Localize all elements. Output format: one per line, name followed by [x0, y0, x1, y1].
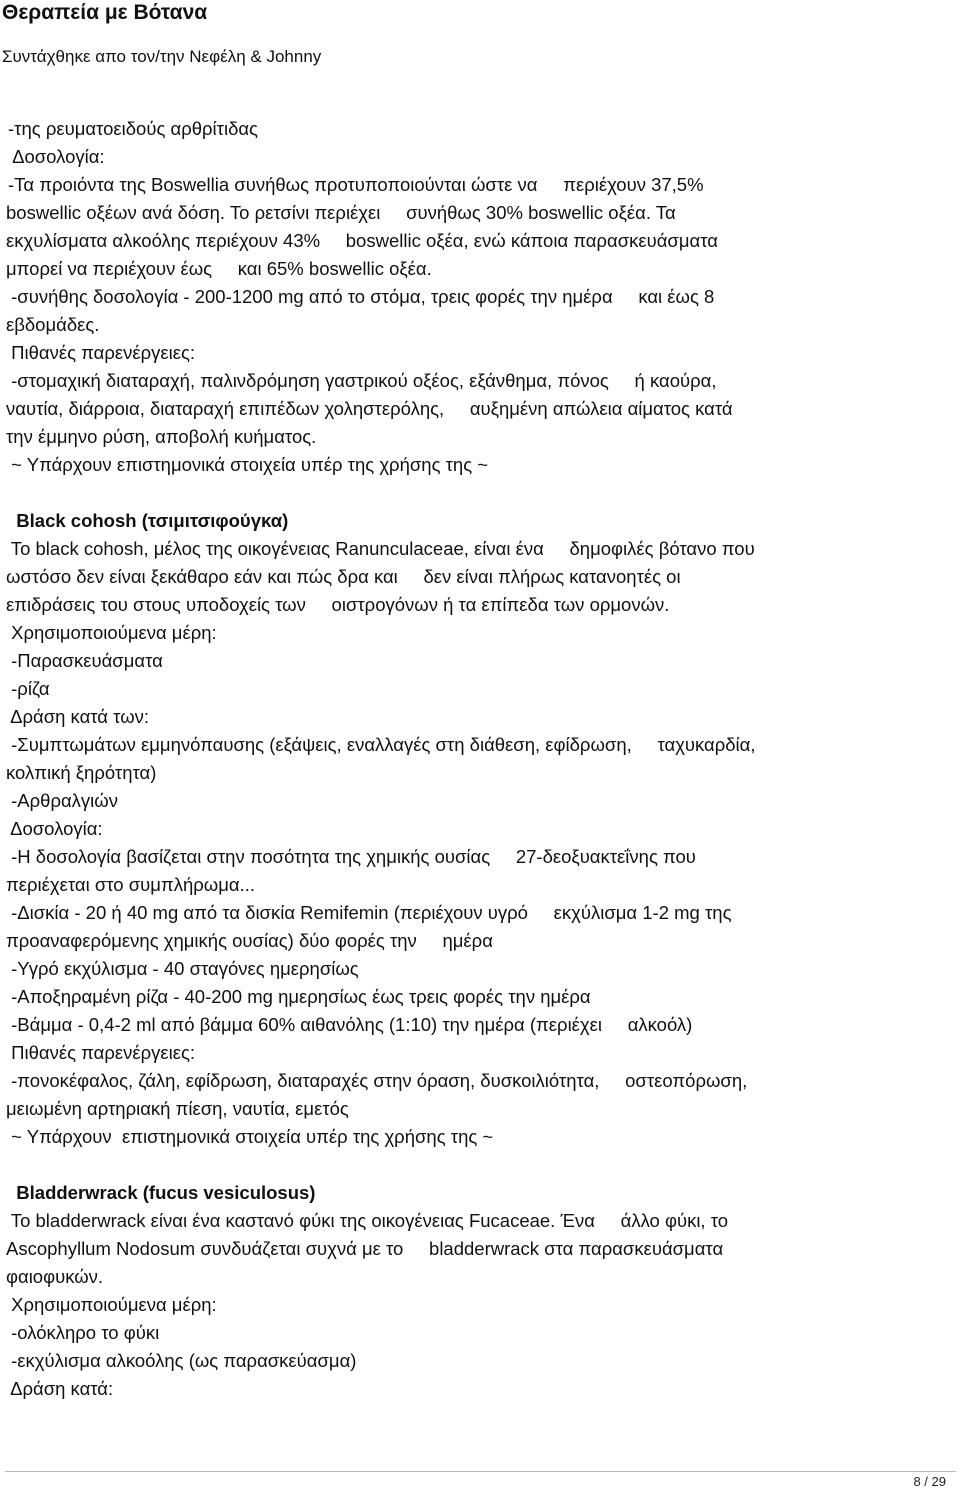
text-line: -Δισκία - 20 ή 40 mg από τα δισκία Remifemin (περιέχουν υγρό εκχύλισμα 1-2 mg της: [6, 902, 732, 923]
text-line: ωστόσο δεν είναι ξεκάθαρο εάν και πώς δρα και δεν είναι πλήρως κατανοητές οι: [6, 566, 681, 587]
text-line: Δράση κατά των:: [6, 706, 150, 727]
text-line: κολπική ξηρότητα): [6, 762, 157, 783]
text-line: φαιοφυκών.: [6, 1266, 104, 1287]
text-line: Ascophyllum Nodosum συνδυάζεται συχνά με το bladderwrack στα παρασκευάσματα: [6, 1238, 724, 1259]
text-line: -συνήθης δοσολογία - 200-1200 mg από το στόμα, τρεις φορές την ημέρα και έως 8: [6, 286, 715, 307]
text-line: -Αποξηραμένη ρίζα - 40-200 mg ημερησίως έως τρεις φορές την ημέρα: [6, 986, 591, 1007]
text-line: -Υγρό εκχύλισμα - 40 σταγόνες ημερησίως: [6, 958, 359, 979]
text-line: προαναφερόμενης χημικής ουσίας) δύο φορές την ημέρα: [6, 930, 493, 951]
text-line: Το black cohosh, μέλος της οικογένειας Ranunculaceae, είναι ένα δημοφιλές βότανο που: [6, 538, 755, 559]
author-line: Συντάχθηκε απο τον/την Νεφέλη & Johnny: [2, 47, 322, 66]
text-line: την έμμηνο ρύση, αποβολή κυήματος.: [6, 426, 317, 447]
text-line: -στομαχική διαταραχή, παλινδρόμηση γαστρικού οξέος, εξάνθημα, πόνος ή καούρα,: [6, 370, 717, 391]
text-line: Δοσολογία:: [6, 818, 103, 839]
text-line: -ολόκληρο το φύκι: [6, 1322, 160, 1343]
text-line: Χρησιμοποιούμενα μέρη:: [6, 1294, 217, 1315]
page-number: 8 / 29: [913, 1474, 946, 1489]
text-line: επιδράσεις του στους υποδοχείς των οιστρογόνων ή τα επίπεδα των ορμονών.: [6, 594, 670, 615]
text-line: Δοσολογία:: [8, 146, 105, 167]
text-line: εβδομάδες.: [6, 314, 100, 335]
text-line: -εκχύλισμα αλκοόλης (ως παρασκεύασμα): [6, 1350, 357, 1371]
text-line: Πιθανές παρενέργειες:: [6, 1042, 196, 1063]
text-line: -Βάμμα - 0,4-2 ml από βάμμα 60% αιθανόλης (1:10) την ημέρα (περιέχει αλκοόλ): [6, 1014, 693, 1035]
text-line: -Τα προιόντα της Boswellia συνήθως προτυποποιούνται ώστε να περιέχουν 37,5%: [8, 174, 704, 195]
section-heading: Bladderwrack (fucus vesiculosus): [6, 1182, 316, 1203]
text-line: μπορεί να περιέχουν έως και 65% boswellic οξέα.: [6, 258, 432, 279]
text-line: περιέχεται στο συμπλήρωμα...: [6, 874, 255, 895]
text-line: μειωμένη αρτηριακή πίεση, ναυτία, εμετός: [6, 1098, 349, 1119]
page-title: Θεραπεία με Βότανα: [2, 1, 208, 24]
text-line: Δράση κατά:: [6, 1378, 114, 1399]
text-line: Χρησιμοποιούμενα μέρη:: [6, 622, 217, 643]
text-line: ~ Υπάρχουν επιστημονικά στοιχεία υπέρ της χρήσης της ~: [6, 454, 489, 475]
text-line: -Παρασκευάσματα: [6, 650, 163, 671]
section-heading: Black cohosh (τσιμιτσιφούγκα): [6, 510, 289, 531]
text-line: -ρίζα: [6, 678, 50, 699]
text-line: εκχυλίσματα αλκοόλης περιέχουν 43% boswellic οξέα, ενώ κάποια παρασκευάσματα: [6, 230, 718, 251]
text-line: -της ρευματοειδούς αρθρίτιδας: [8, 118, 258, 139]
text-line: -Συμπτωμάτων εμμηνόπαυσης (εξάψεις, εναλλαγές στη διάθεση, εφίδρωση, ταχυκαρδία,: [6, 734, 756, 755]
text-line: ~ Υπάρχουν επιστημονικά στοιχεία υπέρ της χρήσης της ~: [6, 1126, 494, 1147]
text-line: -Αρθραλγιών: [6, 790, 118, 811]
text-line: ναυτία, διάρροια, διαταραχή επιπέδων χοληστερόλης, αυξημένη απώλεια αίματος κατά: [6, 398, 733, 419]
text-line: Πιθανές παρενέργειες:: [6, 342, 196, 363]
text-line: Το bladderwrack είναι ένα καστανό φύκι της οικογένειας Fucaceae. Ένα άλλο φύκι, το: [6, 1210, 729, 1231]
footer-divider: [5, 1471, 956, 1472]
text-line: boswellic οξέων ανά δόση. Το ρετσίνι περιέχει συνήθως 30% boswellic οξέα. Τα: [6, 202, 676, 223]
page-header: [0, 0, 960, 96]
text-line: -πονοκέφαλος, ζάλη, εφίδρωση, διαταραχές στην όραση, δυσκοιλιότητα, οστεοπόρωση,: [6, 1070, 748, 1091]
text-line: -Η δοσολογία βασίζεται στην ποσότητα της χημικής ουσίας 27-δεοξυακτεΐνης που: [6, 846, 696, 867]
